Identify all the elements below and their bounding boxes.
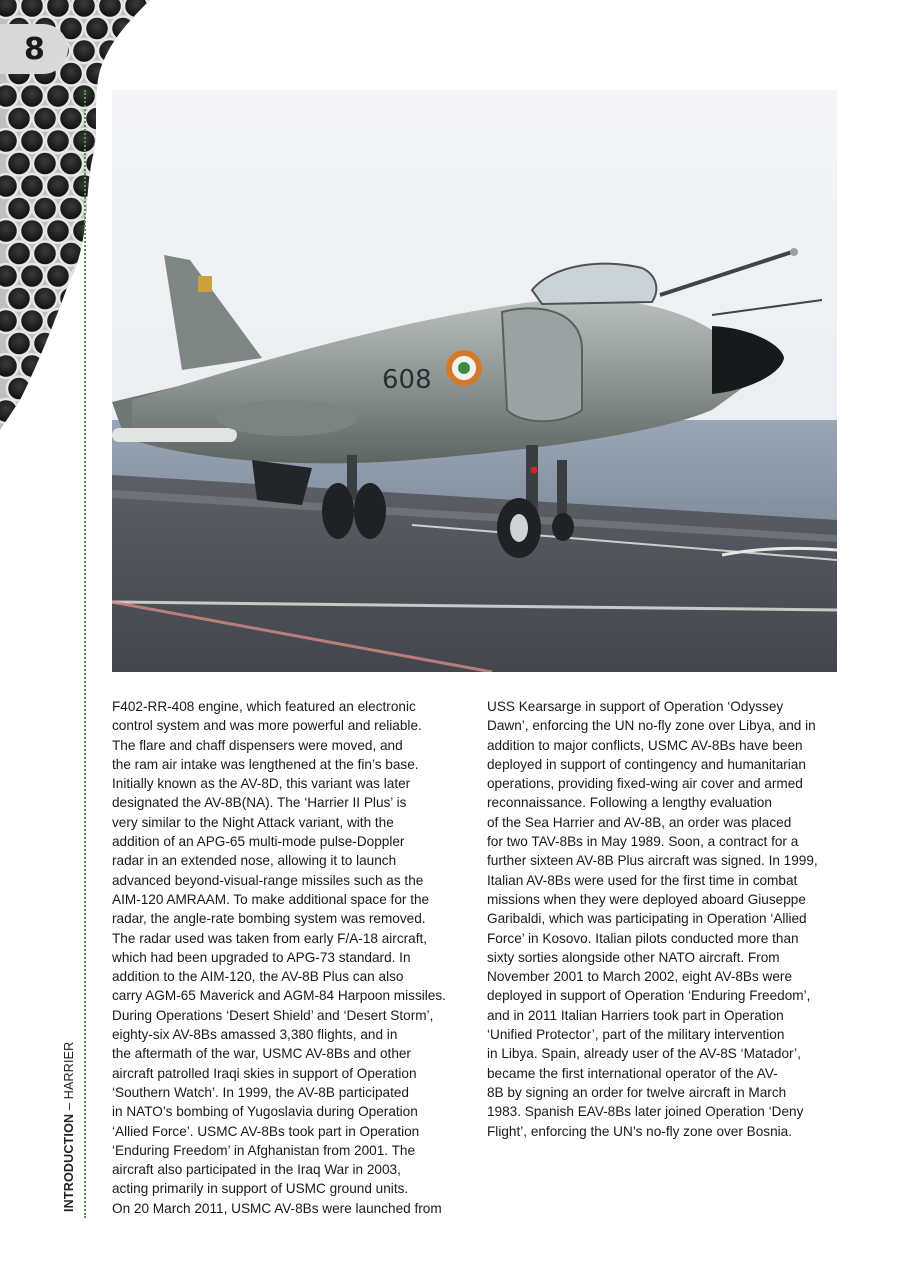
honeycomb-cell [98,39,122,63]
honeycomb-cell [0,399,18,423]
body-text-line: F402-RR-408 engine, which featured an electronic [112,699,416,714]
body-text-line: the aftermath of the war, USMC AV-8Bs and other [112,1046,411,1062]
text-column-right [487,697,839,1141]
body-text-line: further sixteen AV-8B Plus aircraft was signed. In 1999, [487,853,818,869]
honeycomb-cell [7,377,31,401]
body-text-line: radar in an extended nose, allowing it to launch [112,853,397,869]
honeycomb-cell [137,17,150,41]
honeycomb-cell [20,354,44,378]
body-text-line: November 2001 to March 2002, eight AV-8Bs were [487,969,793,985]
honeycomb-cell [46,264,70,288]
honeycomb-cell [0,309,18,333]
honeycomb-cell [20,0,44,18]
honeycomb-cell [0,264,18,288]
honeycomb-cell [59,107,83,131]
body-text-line: acting primarily in support of USMC ground units. [112,1181,409,1197]
honeycomb-cell [85,422,109,441]
honeycomb-cell [20,264,44,288]
honeycomb-cell [0,219,18,243]
body-text-line: ‘Enduring Freedom’ in Afghanistan from 2001. The [112,1142,416,1158]
body-text-line: radar, the angle-rate bombing system was removed. [112,911,426,927]
body-text-line: The flare and chaff dispensers were moved, and [112,737,403,753]
body-text-line: of the Sea Harrier and AV-8B, an order was placed [487,814,792,830]
running-header [62,1042,76,1212]
body-text-line: ‘Southern Watch’. In 1999, the AV-8B participated [112,1084,409,1100]
body-text-line: Force’ in Kosovo. Italian pilots conducted more than [487,930,799,946]
honeycomb-cell [59,197,83,221]
honeycomb-cell [111,17,135,41]
page-number: 8 [24,31,44,67]
honeycomb-cell [7,197,31,221]
body-text-line: for two TAV-8Bs in May 1989. Soon, a contract for a [487,834,799,850]
honeycomb-cell [33,377,57,401]
honeycomb-cell [137,62,150,86]
body-text-line: aircraft also participated in the Iraq War in 2003, [112,1162,401,1178]
body-text-line: deployed in support of contingency and humanitarian [487,756,806,772]
body-text-line: which had been upgraded to APG-73 standard. In [112,949,411,965]
honeycomb-cell [59,242,83,266]
body-text-line: advanced beyond-visual-range missiles such as the [112,872,424,888]
honeycomb-cell [98,0,122,18]
honeycomb-cell [33,287,57,311]
body-text-line: ‘Unified Protector’, part of the military intervention [487,1027,785,1043]
body-text-line: sixty sorties alongside other NATO aircraft. From [487,949,780,965]
body-text-line: AIM-120 AMRAAM. To make additional space for the [112,891,430,907]
body-text-line: 8B by signing an order for twelve aircraft in March [487,1084,787,1100]
body-text-line: Dawn’, enforcing the UN no-fly zone over Libya, and in [487,718,816,734]
body-text-line: very similar to the Night Attack variant, with the [112,814,394,830]
body-text-line: 1983. Spanish EAV-8Bs later joined Operation ‘Deny [487,1104,804,1120]
honeycomb-cell [0,0,18,18]
honeycomb-cell [33,242,57,266]
honeycomb-cell [20,219,44,243]
body-text-line: designated the AV-8B(NA). The ‘Harrier II Plus’ is [112,795,407,811]
body-text-line: addition to the AIM-120, the AV-8B Plus can also [112,969,404,985]
honeycomb-cell [46,399,70,423]
body-text-line: addition of an APG-65 multi-mode pulse-Doppler [112,834,405,850]
body-text-line: Garibaldi, which was participating in Operation ‘Allied [487,911,807,927]
body-text-line: On 20 March 2011, USMC AV-8Bs were launched from [112,1200,442,1216]
honeycomb-cell [7,332,31,356]
honeycomb-cell [124,0,148,18]
honeycomb-cell [85,107,109,131]
honeycomb-cell [7,107,31,131]
tail-number: 608 [382,365,432,395]
body-text-line: Italian AV-8Bs were used for the first time in combat [487,872,798,888]
honeycomb-cell [33,107,57,131]
honeycomb-cell [33,332,57,356]
honeycomb-cell [20,129,44,153]
body-text-line: carry AGM-65 Maverick and AGM-84 Harpoon missiles. [112,988,446,1004]
honeycomb-cell [20,309,44,333]
honeycomb-cell [59,287,83,311]
body-text-line: Initially known as the AV-8D, this variant was later [112,776,411,792]
body-text-line: missions when they were deployed aboard Giuseppe [487,891,806,907]
honeycomb-cell [111,62,135,86]
body-text-line: reconnaissance. Following a lengthy evaluation [487,795,772,811]
body-text-line: During Operations ‘Desert Shield’ and ‘Desert Storm’, [112,1007,434,1023]
body-text-line: aircraft patrolled Iraqi skies in support of Operation [112,1065,417,1081]
body-text-line: the ram air intake was lengthened at the fin’s base. [112,756,419,772]
honeycomb-cell [46,129,70,153]
harrier-photo [112,90,837,672]
honeycomb-cell [85,377,109,401]
body-text-line: became the first international operator of the AV- [487,1065,778,1081]
honeycomb-cell [7,152,31,176]
body-text-line: operations, providing fixed-wing air cover and armed [487,776,803,792]
body-text-line: ‘Allied Force’. USMC AV-8Bs took part in Operation [112,1123,420,1139]
honeycomb-cell [59,62,83,86]
honeycomb-cell [59,152,83,176]
honeycomb-cell [72,0,96,18]
body-text-line: and in 2011 Italian Harriers took part in Operation [487,1007,784,1023]
honeycomb-cell [20,399,44,423]
body-text-line: eighty-six AV-8Bs amassed 3,380 flights, and in [112,1027,398,1043]
honeycomb-cell [33,152,57,176]
honeycomb-cell [59,377,83,401]
page-number-tab [0,24,68,74]
text-column-left [112,697,464,1218]
honeycomb-cell [46,84,70,108]
honeycomb-cell [85,332,109,356]
honeycomb-cell [7,242,31,266]
honeycomb-cell [20,84,44,108]
body-text-line: addition to major conflicts, USMC AV-8Bs have been [487,737,803,753]
honeycomb-cell [20,174,44,198]
body-text-line: Flight’, enforcing the UN’s no-fly zone over Bosnia. [487,1123,793,1139]
honeycomb-cell [0,129,18,153]
honeycomb-cell [72,39,96,63]
honeycomb-cell [7,287,31,311]
body-text-line: in NATO’s bombing of Yugoslavia during Operation [112,1104,418,1120]
honeycomb-cell [124,39,148,63]
honeycomb-cell [33,422,57,441]
running-header-section: INTRODUCTION [62,1113,76,1212]
running-header-separator: – [62,1099,76,1114]
honeycomb-cell [46,309,70,333]
body-text-line: USS Kearsarge in support of Operation ‘Odyssey [487,699,784,714]
honeycomb-cell [0,354,18,378]
honeycomb-cell [0,174,18,198]
honeycomb-cell [59,332,83,356]
honeycomb-cell [85,242,109,266]
body-text-line: deployed in support of Operation ‘Enduring Freedom’, [487,988,811,1004]
margin-rule [84,90,86,1218]
honeycomb-cell [85,62,109,86]
body-text-line: The radar used was taken from early F/A-18 aircraft, [112,930,428,946]
honeycomb-cell [0,84,18,108]
honeycomb-cell [46,354,70,378]
body-text-line: control system and was more powerful and reliable. [112,718,422,734]
honeycomb-cell [33,197,57,221]
honeycomb-cell [85,287,109,311]
honeycomb-cell [85,152,109,176]
honeycomb-cell [7,422,31,441]
honeycomb-cell [46,219,70,243]
honeycomb-cell [85,17,109,41]
honeycomb-cell [46,0,70,18]
body-text-line: in Libya. Spain, already user of the AV-8S ‘Matador’, [487,1046,801,1062]
honeycomb-cell [46,174,70,198]
running-header-book: HARRIER [62,1041,76,1100]
honeycomb-cell [85,197,109,221]
honeycomb-cell [59,422,83,441]
